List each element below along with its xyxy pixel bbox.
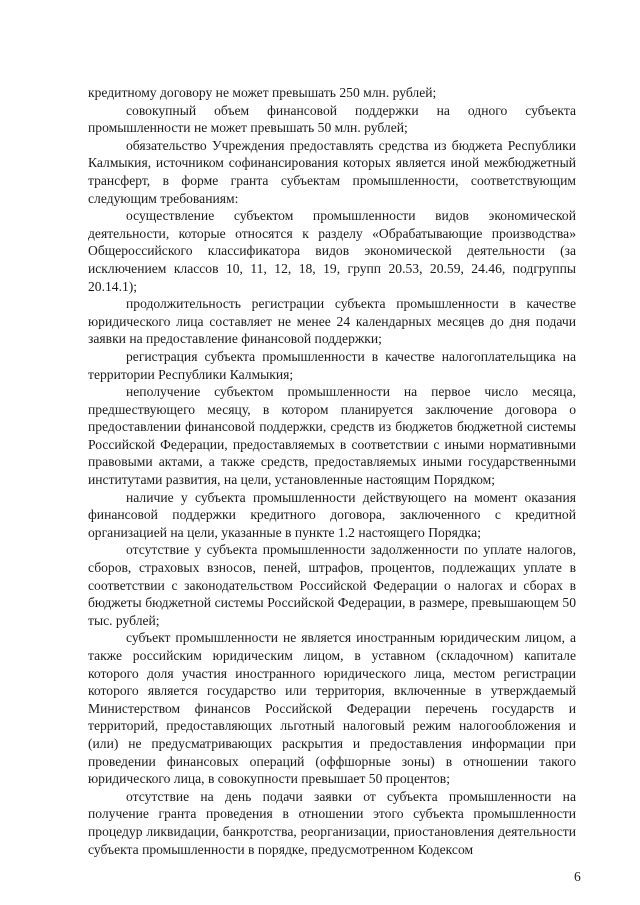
paragraph-requirement-credit-agreement: наличие у субъекта промышленности действующего на момент оказания финансовой поддержки кредитного договора, заключенного с кредитной организацией на цели, указанные в пункте 1.2 настоящего Порядка; — [88, 489, 576, 540]
document-body — [88, 84, 576, 858]
paragraph-support-limit: совокупный объем финансовой поддержки на одного субъекта промышленности не может превышать 50 млн. рублей; — [88, 102, 576, 136]
paragraph-requirement-no-liquidation: отсутствие на день подачи заявки от субъекта промышленности на получение гранта проведения в отношении этого субъекта промышленности процедур ликвидации, банкротства, реорганизации, приостановления деятельности субъекта промышленности в порядке, предусмотренном Кодексом — [88, 788, 576, 857]
paragraph-requirement-no-other-funds: неполучение субъектом промышленности на первое число месяца, предшествующего месяцу, в котором планируется заключение договора о предоставлении финансовой поддержки, средств из бюджетов бюджетной системы Российской Федерации, предоставляемых в соответствии с иными нормативными правовыми актами, а также средств, предоставляемых иными государственными институтами развития, на цели, установленные настоящим Порядком; — [88, 384, 576, 488]
paragraph-requirement-registration-duration: продолжительность регистрации субъекта промышленности в качестве юридического лица составляет не менее 24 календарных месяцев до дня подачи заявки на предоставление финансовой поддержки; — [88, 296, 576, 347]
paragraph-requirement-no-tax-debt: отсутствие у субъекта промышленности задолженности по уплате налогов, сборов, страховых взносов, пеней, штрафов, процентов, подлежащих уплате в соответствии с законодательством Российской Федерации о налогах и сборах в бюджеты бюджетной системы Российской Федерации, в размере, превышающем 50 тыс. рублей; — [88, 542, 576, 628]
paragraph-requirement-tax-registration: регистрация субъекта промышленности в качестве налогоплательщика на территории Республики Калмыкия; — [88, 348, 576, 382]
paragraph-requirement-activity: осуществление субъектом промышленности видов экономической деятельности, которые относятся к разделу «Обрабатывающие производства» Общероссийского классификатора видов экономической деятельности (за исключением классов 10, 11, 12, 18, 19, групп 20.53, 20.59, 24.46, подгруппы 20.14.1); — [88, 208, 576, 294]
paragraph-institution-obligation: обязательство Учреждения предоставлять средства из бюджета Республики Калмыкия, источником софинансирования которых является иной межбюджетный трансферт, в форме гранта субъектам промышленности, соответствующим следующим требованиям: — [88, 137, 576, 206]
page-number: 6 — [574, 869, 581, 884]
paragraph-continuation: кредитному договору не может превышать 250 млн. рублей; — [88, 85, 437, 100]
paragraph-requirement-not-foreign: субъект промышленности не является иностранным юридическим лицом, а также российским юридическим лицом, в уставном (складочном) капитале которого доля участия иностранного юридического лица, местом регистрации которого является государство или территория, включенные в утверждаемый Министерством финансов Российской Федерации перечень государств и территорий, предоставляющих льготный налоговый режим налогообложения и (или) не предусматривающих раскрытия и предоставления информации при проведении финансовых операций (оффшорные зоны) в отношении такого юридического лица, в совокупности превышает 50 процентов; — [88, 630, 576, 787]
